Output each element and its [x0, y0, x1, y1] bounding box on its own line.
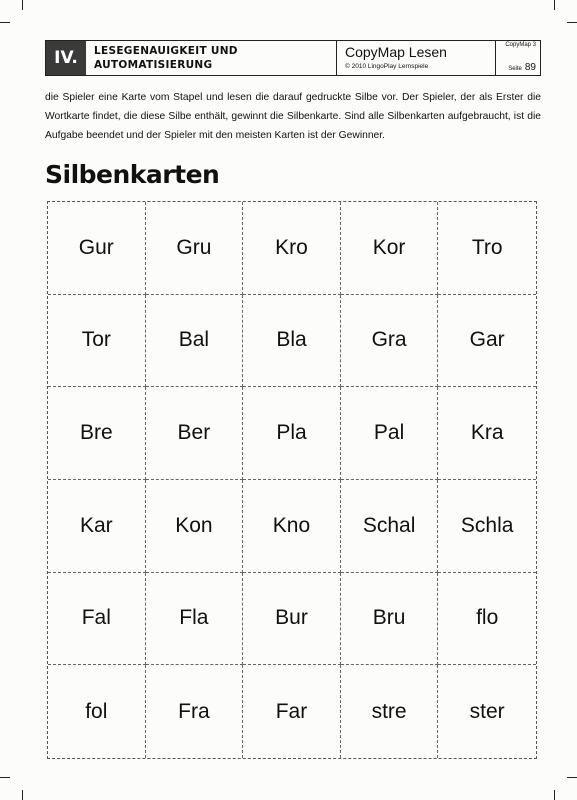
syllable-card: Schla [438, 480, 536, 573]
syllable-card: Pla [243, 387, 341, 480]
syllable-card: stre [341, 665, 439, 758]
intro-paragraph: die Spieler eine Karte vom Stapel und lesen die darauf gedruckte Silbe vor. Der Spieler, der als Erster die Wortkarte findet, die diese Silbe enthält, gewinnt die Silbenkarte. Sind alle Silbenkarten aufgebraucht, ist die Aufgabe beendet und der Spieler mit den meisten Karten ist der Gewinner. [45, 92, 541, 141]
crop-mark [0, 22, 10, 23]
syllable-card: Gar [438, 295, 536, 388]
copyright: © 2010 LingoPlay Lernspiele [345, 63, 429, 70]
syllable-card: Kar [48, 480, 146, 573]
syllable-card: Fal [48, 573, 146, 666]
syllable-card: Bur [243, 573, 341, 666]
syllable-card: Tor [48, 295, 146, 388]
syllable-card: Kno [243, 480, 341, 573]
crop-mark [567, 777, 577, 778]
syllable-card: Gru [146, 202, 244, 295]
page-meta [496, 41, 540, 75]
syllable-card: flo [438, 573, 536, 666]
chapter-title-line-2: AUTOMATISIERUNG [94, 59, 213, 71]
syllable-card-grid [47, 201, 537, 759]
page-number: 89 [524, 62, 536, 73]
syllable-card: ster [469, 699, 505, 723]
syllable-card: Schal [341, 480, 439, 573]
crop-mark [22, 790, 23, 800]
syllable-card: Ber [146, 387, 244, 480]
syllable-card: Kro [243, 202, 341, 295]
page-label: Seite [508, 66, 522, 72]
crop-mark [22, 0, 23, 10]
series-box [337, 41, 496, 75]
series-name: CopyMap Lesen [345, 44, 447, 60]
syllable-card: Kon [146, 480, 244, 573]
syllable-card: Bal [146, 295, 244, 388]
chapter-title-line-1: LESEGENAUIGKEIT UND [94, 45, 238, 57]
syllable-card: Gur [48, 202, 146, 295]
crop-mark [567, 22, 577, 23]
syllable-card: Tro [438, 202, 536, 295]
crop-mark [554, 0, 555, 10]
syllable-card: Bre [48, 387, 146, 480]
syllable-card: Bla [243, 295, 341, 388]
crop-mark [0, 777, 10, 778]
page-info [508, 62, 536, 73]
crop-mark [554, 790, 555, 800]
chapter-title [86, 41, 337, 75]
copymap-label: CopyMap 3 [505, 42, 536, 48]
page-header [45, 40, 541, 76]
syllable-card: Fla [146, 573, 244, 666]
syllable-card: Fra [146, 665, 244, 758]
chapter-number: IV. [46, 41, 86, 75]
syllable-card: Bru [341, 573, 439, 666]
syllable-card: fol [48, 665, 146, 758]
syllable-card: Gra [341, 295, 439, 388]
page-title: Silbenkarten [45, 160, 220, 189]
syllable-card: Kor [341, 202, 439, 295]
syllable-card: Kra [438, 387, 536, 480]
syllable-card: Pal [341, 387, 439, 480]
syllable-card: Far [243, 665, 341, 758]
